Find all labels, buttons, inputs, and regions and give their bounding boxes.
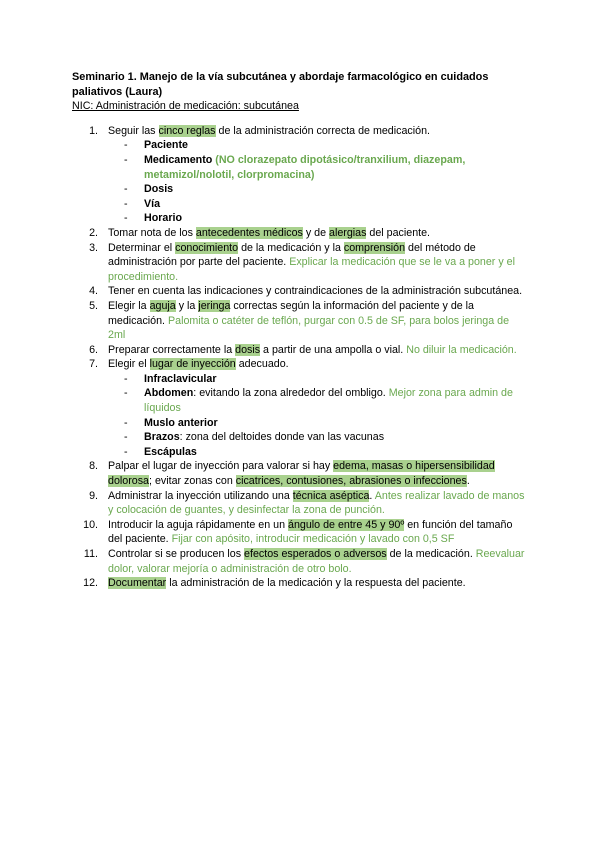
list-item — [72, 124, 528, 139]
text-run: Tener en cuenta las indicaciones y contraindicaciones de la administración subcutánea. — [108, 285, 523, 298]
sub-list-item — [72, 211, 528, 226]
text-run: . — [369, 489, 375, 502]
dash-bullet: - — [124, 387, 128, 400]
dash-bullet: - — [124, 445, 128, 458]
highlighted-text: comprensión — [343, 241, 406, 254]
text-run: Elegir el — [108, 358, 150, 371]
note-text: Antes realizar lavado de manos y colocación de guantes, y desinfectar la zona de punción. — [108, 489, 525, 517]
list-item — [72, 547, 528, 576]
text-run: Dosis — [144, 183, 174, 196]
text-run: de la administración correcta de medicación. — [215, 124, 430, 137]
text-run: la administración de la medicación y la respuesta del paciente. — [166, 577, 466, 590]
text-run: del paciente. — [366, 226, 431, 239]
list-item — [72, 489, 528, 518]
text-run: Elegir la — [108, 299, 150, 312]
dash-bullet: - — [124, 139, 128, 152]
item-number: 1. — [89, 124, 98, 137]
text-run: Palpar el lugar de inyección para valorar si hay — [108, 460, 334, 473]
sub-list-item — [72, 445, 528, 460]
dash-bullet: - — [124, 197, 128, 210]
text-run: Muslo anterior — [144, 416, 218, 429]
text-run: Introducir la aguja rápidamente en un — [108, 518, 289, 531]
list-item — [72, 576, 528, 591]
text-run: de la medicación y la — [238, 241, 344, 254]
sub-list-item — [72, 372, 528, 387]
document-subtitle: NIC: Administración de medicación: subcutánea — [72, 100, 299, 113]
text-run: ; evitar zonas con — [149, 475, 236, 488]
text-run: Preparar correctamente la — [108, 343, 236, 356]
text-run: Escápulas — [144, 445, 197, 458]
dash-bullet: - — [124, 416, 128, 429]
note-text: Reevaluar dolor, valorar mejoría o administración de otro bolo. — [108, 548, 525, 575]
list-item — [72, 299, 528, 343]
text-run: y la — [175, 299, 199, 312]
text-run: del método de administración por parte del paciente. — [108, 241, 476, 269]
note-text: Explicar la medicación que se le va a poner y el procedimiento. — [108, 256, 515, 283]
highlighted-text: cinco reglas — [158, 124, 216, 137]
item-number: 11. — [83, 548, 98, 560]
text-run: correctas según la información del paciente y de la medicación. — [108, 299, 474, 327]
note-text: (NO clorazepato dipotásico/tranxilium, diazepam, metamizol/nolotil, clorpromacina) — [144, 153, 466, 181]
highlighted-text: lugar de inyección — [149, 358, 236, 371]
highlighted-text: cicatrices, contusiones, abrasiones o infecciones — [235, 475, 467, 488]
dash-bullet: - — [124, 372, 128, 385]
text-run: adecuado. — [235, 358, 289, 371]
list-item — [72, 357, 528, 372]
note-text: Fijar con apósito, introducir medicación y lavado con 0,5 SF — [171, 533, 455, 546]
item-number: 2. — [89, 226, 98, 239]
note-text: No diluir la medicación. — [406, 343, 517, 356]
numbered-list — [72, 124, 528, 591]
text-run: de la medicación. — [386, 548, 476, 560]
dash-bullet: - — [124, 212, 128, 225]
text-run: Tomar nota de los — [108, 226, 196, 239]
sub-list-item — [72, 153, 528, 182]
text-run: Horario — [144, 212, 183, 225]
text-run: Abdomen — [144, 387, 194, 400]
list-item — [72, 284, 528, 299]
text-run: : zona del deltoides donde van las vacunas — [179, 431, 385, 444]
item-number: 6. — [89, 343, 98, 356]
item-number: 8. — [89, 460, 98, 473]
highlighted-text: aguja — [149, 299, 176, 312]
highlighted-text: conocimiento — [175, 241, 239, 254]
note-text: Palomita o catéter de teflón, purgar con 0.5 de SF, para bolos jeringa de 2ml — [108, 314, 510, 342]
dash-bullet: - — [124, 183, 128, 196]
text-run: a partir de una ampolla o vial. — [260, 343, 407, 356]
highlighted-text: edema, masas o hipersensibilidad dolorosa — [108, 460, 495, 488]
highlighted-text: ángulo de entre 45 y 90º — [288, 518, 405, 531]
text-run: Medicamento — [144, 153, 213, 166]
text-run: Administrar la inyección utilizando una — [108, 489, 293, 502]
document-page — [72, 70, 528, 591]
list-item — [72, 459, 528, 488]
text-run: y de — [302, 226, 330, 239]
list-item — [72, 241, 528, 285]
highlighted-text: efectos esperados o adversos — [244, 548, 387, 560]
text-run: en función del tamaño del paciente. — [108, 518, 513, 546]
dash-bullet: - — [124, 153, 128, 166]
highlighted-text: antecedentes médicos — [195, 226, 303, 239]
item-number: 9. — [89, 489, 98, 502]
highlighted-text: Documentar — [108, 577, 167, 590]
list-item — [72, 518, 528, 547]
text-run: Brazos — [144, 431, 180, 444]
item-number: 12. — [83, 577, 98, 590]
highlighted-text: técnica aséptica — [292, 489, 370, 502]
sub-list-item — [72, 386, 528, 415]
item-number: 4. — [89, 285, 98, 298]
list-item — [72, 226, 528, 241]
highlighted-text: dosis — [235, 343, 261, 356]
text-run: : evitando la zona alrededor del ombligo. — [193, 387, 389, 400]
item-number: 3. — [89, 241, 98, 254]
text-run: Seguir las — [108, 124, 159, 137]
item-number: 10. — [83, 518, 98, 531]
sub-list-item — [72, 197, 528, 212]
text-run: Vía — [144, 197, 161, 210]
sub-list-item — [72, 138, 528, 153]
text-run: Controlar si se producen los — [108, 548, 245, 560]
text-run: Determinar el — [108, 241, 176, 254]
highlighted-text: jeringa — [198, 299, 231, 312]
sub-list-item — [72, 430, 528, 445]
item-number: 7. — [89, 358, 98, 371]
sub-list-item — [72, 182, 528, 197]
highlighted-text: alergias — [329, 226, 367, 239]
sub-list-item — [72, 416, 528, 431]
dash-bullet: - — [124, 431, 128, 444]
text-run: . — [466, 475, 470, 488]
item-number: 5. — [89, 299, 98, 312]
list-item — [72, 343, 528, 358]
document-title: Seminario 1. Manejo de la vía subcutánea y abordaje farmacológico en cuidados paliativos (Laura) — [72, 71, 489, 98]
text-run: Infraclavicular — [144, 372, 217, 385]
text-run: Paciente — [144, 139, 188, 152]
note-text: Mejor zona para admin de líquidos — [144, 387, 513, 415]
